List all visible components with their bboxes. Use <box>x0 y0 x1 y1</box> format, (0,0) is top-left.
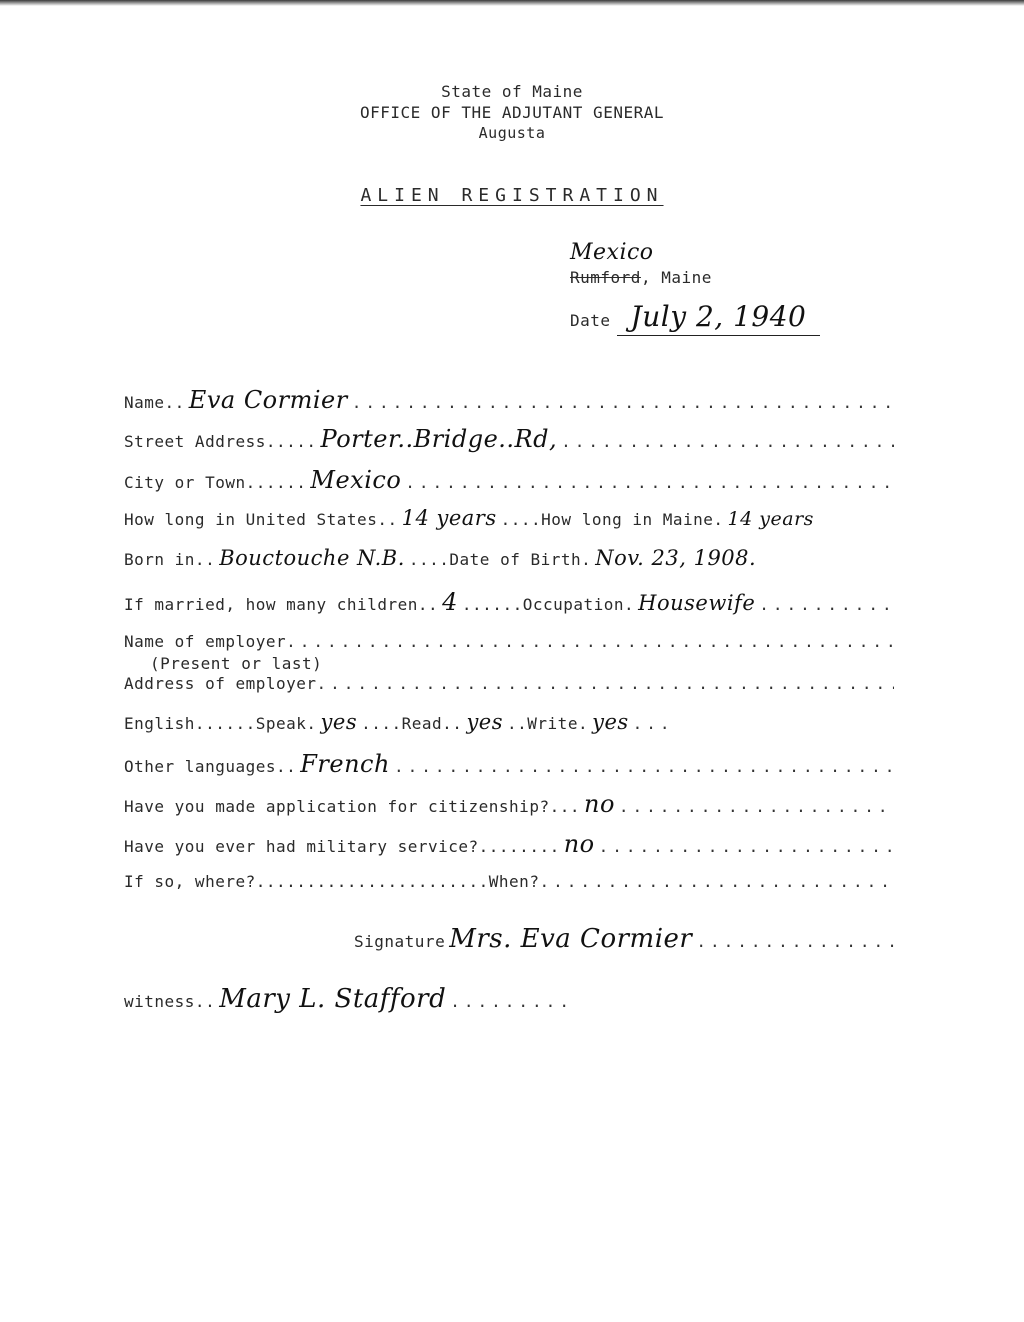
place-handwritten: Mexico <box>570 240 654 265</box>
employer-label: Name of employer <box>124 632 287 651</box>
field-children <box>124 588 894 618</box>
occupation-value: Housewife <box>638 591 756 615</box>
header-office: OFFICE OF THE ADJUTANT GENERAL <box>360 103 664 122</box>
other-languages-value: French <box>300 750 390 778</box>
place-struck: Rumford <box>570 268 641 287</box>
date-row <box>570 300 820 336</box>
english-read-value: yes <box>466 710 504 734</box>
field-military <box>124 830 894 860</box>
born-label: Born in.. <box>124 550 216 569</box>
dot-leader <box>539 872 894 891</box>
dot-leader <box>286 632 894 651</box>
english-speak-value: yes <box>320 710 358 734</box>
maine-years-value: 14 years <box>727 508 814 530</box>
english-write-label: ..Write. <box>507 714 589 733</box>
field-city <box>124 466 894 496</box>
place-line <box>570 268 712 287</box>
children-label: If married, how many children.. <box>124 595 439 614</box>
field-other-languages <box>124 750 894 780</box>
dot-leader <box>317 674 894 693</box>
dot-leader <box>405 473 894 492</box>
field-years <box>124 506 944 536</box>
signature-value: Mrs. Eva Cormier <box>449 924 693 954</box>
dot-leader <box>759 595 894 614</box>
dot-leader: ... <box>632 714 674 733</box>
dot-leader <box>696 932 894 951</box>
children-value: 4 <box>442 588 458 616</box>
maine-years-label: ....How long in Maine. <box>500 510 724 529</box>
witness-value: Mary L. Stafford <box>219 984 447 1014</box>
field-where-when <box>124 872 894 902</box>
employer-note: (Present or last) <box>150 654 323 673</box>
us-years-value: 14 years <box>401 506 497 530</box>
street-value: Porter..Bridge..Rd, <box>320 425 558 453</box>
city-label: City or Town...... <box>124 473 307 492</box>
english-read-label: ....Read.. <box>361 714 463 733</box>
dot-leader <box>352 393 894 412</box>
witness-row <box>124 984 574 1024</box>
dot-leader <box>561 432 894 451</box>
field-street <box>124 425 894 455</box>
field-employer-address <box>124 674 894 704</box>
dot-leader <box>394 757 894 776</box>
dob-value: Nov. 23, 1908. <box>595 546 757 570</box>
name-label: Name.. <box>124 393 185 412</box>
citizenship-label: Have you made application for citizenship?... <box>124 797 580 816</box>
where-when-label: If so, where?.......................When? <box>124 872 540 891</box>
street-label: Street Address..... <box>124 432 317 451</box>
signature-label: Signature <box>354 932 446 951</box>
dot-leader <box>450 992 574 1011</box>
other-languages-label: Other languages.. <box>124 757 297 776</box>
date-value: July 2, 1940 <box>617 300 821 336</box>
military-value: no <box>563 830 595 858</box>
place-suffix: , Maine <box>640 268 712 287</box>
military-label: Have you ever had military service?........ <box>124 837 560 856</box>
form-title: ALIEN REGISTRATION <box>360 185 664 206</box>
witness-label: witness.. <box>124 992 216 1011</box>
field-born <box>124 546 894 576</box>
name-value: Eva Cormier <box>188 386 348 414</box>
field-citizenship <box>124 790 894 820</box>
us-years-label: How long in United States.. <box>124 510 398 529</box>
field-name <box>124 386 894 416</box>
dot-leader <box>599 837 894 856</box>
city-value: Mexico <box>310 466 402 494</box>
field-english <box>124 710 804 740</box>
scan-edge <box>0 0 1024 6</box>
header-state: State of Maine <box>441 82 583 101</box>
dob-label: ....Date of Birth. <box>408 550 592 569</box>
dot-leader <box>619 797 894 816</box>
signature-row <box>354 924 894 958</box>
english-write-value: yes <box>592 710 629 734</box>
english-speak-label: English......Speak. <box>124 714 317 733</box>
occupation-label: ......Occupation. <box>461 595 635 614</box>
born-value: Bouctouche N.B. <box>219 546 405 570</box>
date-label: Date <box>570 311 611 330</box>
citizenship-value: no <box>583 790 615 818</box>
header-city: Augusta <box>478 124 546 142</box>
employer-address-label: Address of employer <box>124 674 317 693</box>
